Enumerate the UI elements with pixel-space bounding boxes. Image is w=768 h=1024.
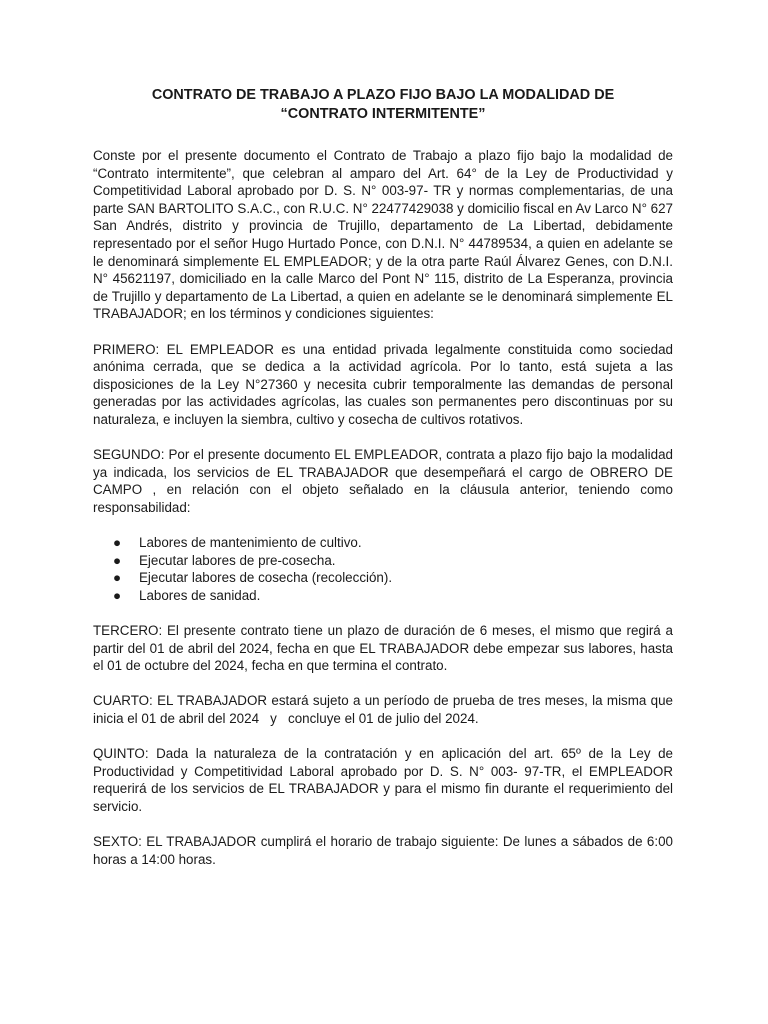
- clause-quinto: QUINTO: Dada la naturaleza de la contratación y en aplicación del art. 65º de la Ley de Productividad y Competitividad Laboral aprobado por D. S. N° 003- 97-TR, el EMPLEADOR requerirá de los servicios de EL TRABAJADOR y para el mismo fin durante el requerimiento del servicio.: [93, 746, 673, 814]
- list-item-text: Labores de mantenimiento de cultivo.: [139, 535, 362, 551]
- clause-segundo: SEGUNDO: Por el presente documento EL EMPLEADOR, contrata a plazo fijo bajo la modalidad ya indicada, los servicios de EL TRABAJADOR que desempeñará el cargo de OBRERO DE CAMPO , en relación con el objeto señalado en la cláusula anterior, teniendo como responsabilidad:: [93, 447, 673, 515]
- list-item-text: Labores de sanidad.: [139, 587, 261, 603]
- list-item: [113, 534, 673, 552]
- list-item-text: Ejecutar labores de cosecha (recolección).: [139, 570, 393, 586]
- title-line-2: “CONTRATO INTERMITENTE”: [280, 106, 486, 122]
- list-item: [113, 552, 673, 570]
- bullet-icon: ●: [113, 535, 122, 551]
- list-item-text: Ejecutar labores de pre-cosecha.: [139, 552, 336, 568]
- clause-sexto: SEXTO: EL TRABAJADOR cumplirá el horario de trabajo siguiente: De lunes a sábados de 6:00 horas a 14:00 horas.: [93, 834, 673, 867]
- responsibilities-list: [93, 534, 673, 604]
- document-title: [93, 86, 673, 124]
- bullet-icon: ●: [113, 570, 122, 586]
- title-line-1: CONTRATO DE TRABAJO A PLAZO FIJO BAJO LA MODALIDAD DE: [151, 87, 615, 103]
- intro-paragraph: Conste por el presente documento el Contrato de Trabajo a plazo fijo bajo la modalidad de “Contrato intermitente”, que celebran al amparo del Art. 64° de la Ley de Productividad y Competitividad Laboral aprobado por D. S. N° 003-97- TR y normas complementarias, de una parte SAN BARTOLITO S.A.C., con R.U.C. N° 22477429038 y domicilio fiscal en Av Larco N° 627 San Andrés, distrito y provincia de Trujillo, departamento de La Libertad, debidamente representado por el señor Hugo Hurtado Ponce, con D.N.I. N° 44789534, a quien en adelante se le denominará simplemente EL EMPLEADOR; y de la otra parte Raúl Álvarez Genes, con D.N.I. N° 45621197, domiciliado en la calle Marco del Pont N° 115, distrito de La Esperanza, provincia de Trujillo y departamento de La Libertad, a quien en adelante se le denominará simplemente EL TRABAJADOR; en los términos y condiciones siguientes:: [93, 148, 673, 322]
- clause-cuarto: CUARTO: EL TRABAJADOR estará sujeto a un período de prueba de tres meses, la misma que inicia el 01 de abril del 2024 y concluye el 01 de julio del 2024.: [93, 693, 681, 726]
- bullet-icon: ●: [113, 552, 122, 568]
- list-item: [113, 569, 673, 587]
- clause-primero: PRIMERO: EL EMPLEADOR es una entidad privada legalmente constituida como sociedad anónima cerrada, que se dedica a la actividad agrícola. Por lo tanto, está sujeta a las disposiciones de la Ley N°27360 y necesita cubrir temporalmente las demandas de personal generadas por las actividades agrícolas, las cuales son permanentes pero discontinuas por su naturaleza, e incluyen la siembra, cultivo y cosecha de cultivos rotativos.: [93, 341, 673, 427]
- bullet-icon: ●: [113, 587, 122, 603]
- document-page: [93, 86, 681, 886]
- clause-tercero: TERCERO: El presente contrato tiene un plazo de duración de 6 meses, el mismo que regirá a partir del 01 de abril del 2024, fecha en que EL TRABAJADOR debe empezar sus labores, hasta el 01 de octubre del 2024, fecha en que termina el contrato.: [93, 623, 673, 674]
- list-item: [113, 587, 673, 605]
